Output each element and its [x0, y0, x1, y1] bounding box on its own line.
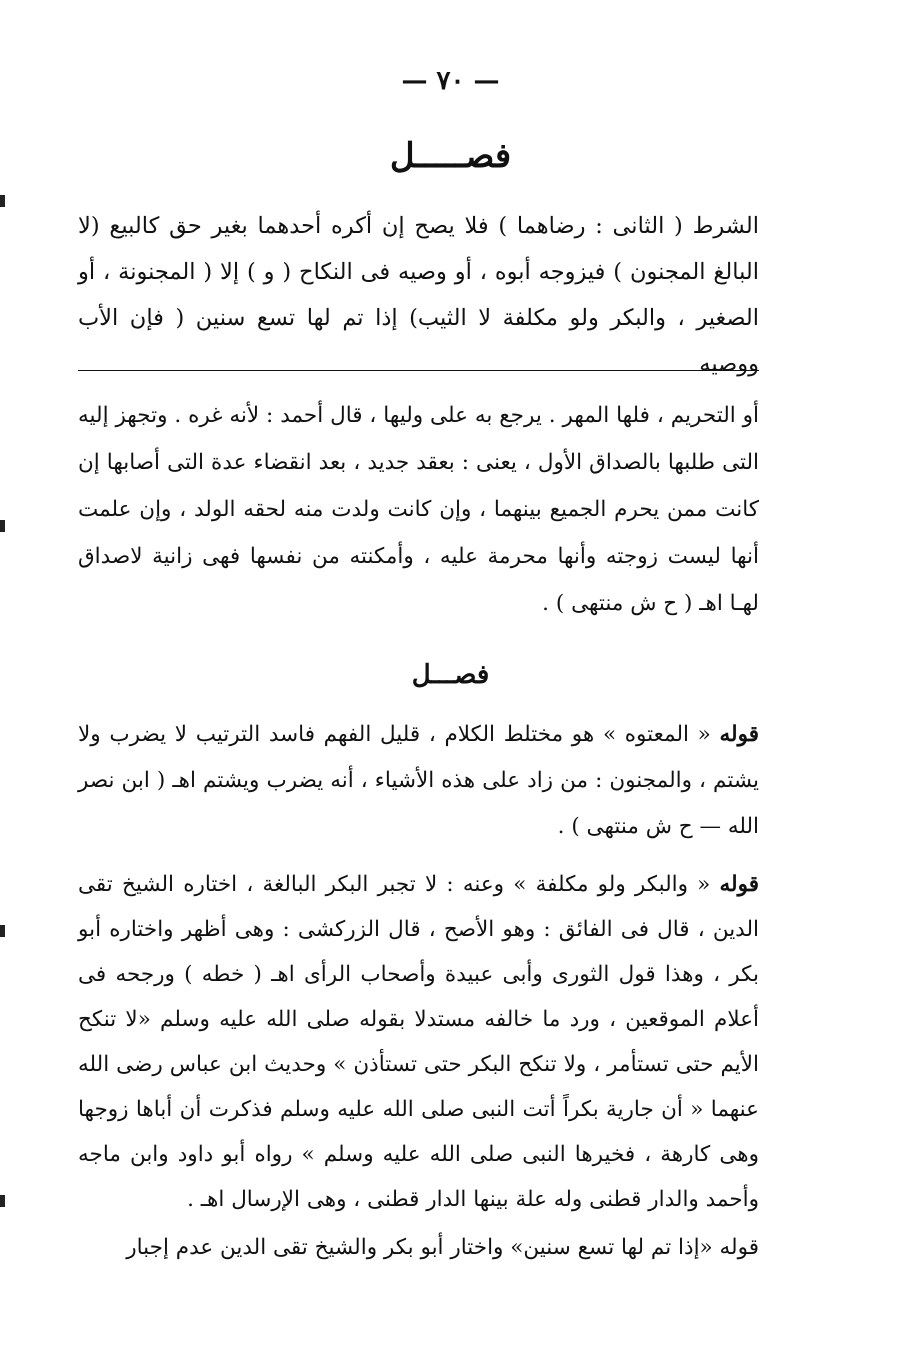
footnote-paragraph-2 [78, 712, 759, 850]
footnote-paragraph-4: قوله «إذا تم لها تسع سنين» واختار أبو بكر والشيخ تقى الدين عدم إجبار [126, 1235, 759, 1260]
footnote-text: « والبكر ولو مكلفة » وعنه : لا تجبر البكر البالغة ، اختاره الشيخ تقى الدين ، قال فى الفائق : وهو الأصح ، قال الزركشى : وهى أظهر واختاره أبو بكر ، وهذا قول الثورى وأبى عبيدة وأصحاب الرأى اهـ ( خطه ) ورجحه فى أعلام الموقعين ، ورد ما خالفه مستدلا بقوله صلى الله عليه وسلم «لا تنكح الأيم حتى تستأمر ، ولا تنكح البكر حتى تستأذن » وحديث ابن عباس رضى الله عنهما « أن جارية بكراً أتت النبى صلى الله عليه وسلم فذكرت أن أباها زوجها وهى كارهة ، فخيرها النبى صلى الله عليه وسلم » رواه أبو داود وابن ماجه وأحمد والدار قطنى وله علة بينها الدار قطنى ، وهى الإرسال اهـ . [78, 872, 759, 1212]
scan-edge-mark [0, 520, 5, 532]
footnote-paragraph-3 [78, 862, 759, 1222]
section-heading: فصـــــل [389, 136, 512, 176]
main-paragraph: الشرط ( الثانى : رضاهما ) فلا يصح إن أكره أحدهما بغير حق كالبيع (لا البالغ المجنون ) فيزوجه أبوه ، أو وصيه فى النكاح ( و ) إلا ( المجنونة ، أو الصغير ، والبكر ولو مكلفة لا الثيب) إذا تم لها تسع سنين ( فإن الأب ووصيه [78, 213, 759, 377]
page-number: — ٧٠ — [401, 66, 500, 96]
footnote-keyword: قوله [719, 722, 759, 747]
footnote-text: « المعتوه » هو مختلط الكلام ، قليل الفهم فاسد الترتيب لا يضرب ولا يشتم ، والمجنون : من زاد على هذه الأشياء ، أنه يضرب ويشتم اهـ ( ابن نصر الله — ح ش منتهى ) . [78, 722, 759, 839]
footnote-paragraph-1: أو التحريم ، فلها المهر . يرجع به على وليها ، قال أحمد : لأنه غره . وتجهز إليه التى طلبها بالصداق الأول ، يعنى : بعقد جديد ، بعد انقضاء عدة التى أصابها إن كانت ممن يحرم الجميع بينهما ، وإن كانت ولدت منه لحقه الولد ، وإن علمت أنها ليست زوجته وأنها محرمة عليه ، وأمكنته من نفسها فهى زانية لاصداق لهـا اهـ ( ح ش منتهى ) . [78, 403, 759, 616]
scan-edge-mark [0, 195, 5, 207]
footnote-keyword: قوله [719, 872, 759, 897]
scan-edge-mark [0, 1195, 5, 1207]
footnote-section-heading: فصـــل [411, 660, 490, 690]
footnote-divider [78, 370, 759, 371]
scan-edge-mark [0, 925, 5, 937]
